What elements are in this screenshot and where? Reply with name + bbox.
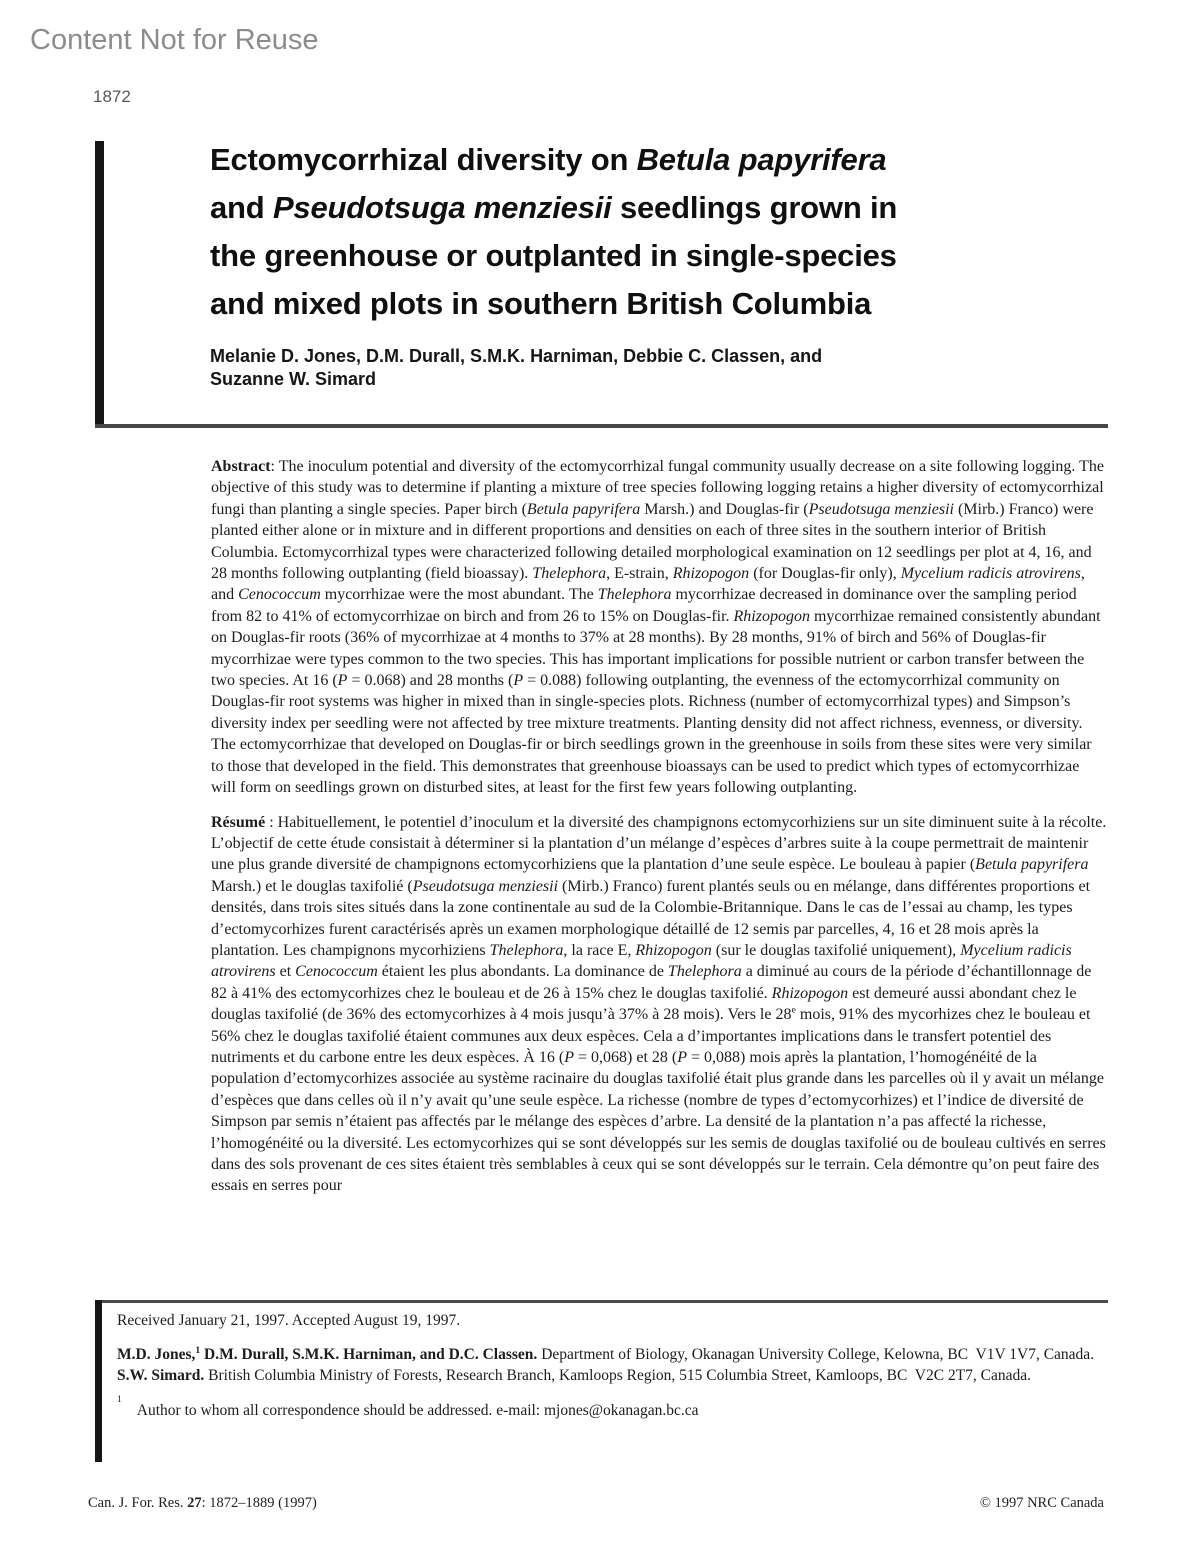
footer-accent-bar xyxy=(95,1300,102,1462)
affiliation-jones: M.D. Jones,$^1$ D.M. Durall, S.M.K. Harniman, and D.C. Classen. Department of Biology, Okanagan University College, Kelowna, BC V1V 1V7, Canada. xyxy=(117,1344,1095,1363)
page-number: 1872 xyxy=(93,87,131,106)
resume-paragraph: Résumé : Habituellement, le potentiel d’inoculum et la diversité des champignons ectomycorhiziens sur un site diminuent suite à la récolte. L’objectif de cette étude consistait à déterminer si la plantation d’un mélange d’espèces d’arbres suite à la coupe permettrait de maintenir une plus grande diversité de champignons ectomycorhiziens que la plantation d’une seule espèce. Le bouleau à papier (Betula papyrifera Marsh.) et le douglas taxifolié (Pseudotsuga menziesii (Mirb.) Franco) furent plantés seuls ou en mélange, dans différentes proportions et densités, dans trois sites situés dans la zone continentale au sud de la Colombie-Britannique. Dans le cas de l’essai au champ, les types d’ectomycorhizes furent caractérisés après un examen morphologique détaillé de 12 semis par parcelles, 4, 16 et 28 mois après la plantation. Les champignons mycorhiziens Thelephora, la race E, Rhizopogon (sur le douglas taxifolié uniquement), Mycelium radicis atrovirens et Cenococcum étaient les plus abondants. La dominance de Thelephora a diminué au cours de la période d’échantillonnage de 82 à 41% des ectomycorhizes chez le bouleau et de 26 à 15% chez le douglas taxifolié. Rhizopogon est demeuré aussi abondant chez le douglas taxifolié (de 36% des ectomycorhizes à 4 mois jusqu’à 37% à 28 mois). Vers le 28e mois, 91% des mycorhizes chez le bouleau et 56% chez le douglas taxifolié étaient communes aux deux espèces. Cela a d’importantes implications dans le transfert potentiel des nutriments et du carbone entre les deux espèces. À 16 (P = 0,068) et 28 (P = 0,088) mois après la plantation, l’homogénéité de la population d’ectomycorhizes associée au système racinaire du douglas taxifolié était plus grande dans les parcelles où il y avait un mélange d’espèces que dans celles où il n’y avait qu’une seule espèce. La richesse (nombre de types d’ectomycorhizes) et l’indice de diversité de Simpson par semis n’étaient pas affectés par le mélange des espèces d’arbre. La densité de la plantation n’a pas affecté la richesse, l’homogénéité ou la diversité. Les ectomycorhizes qui se sont développés sur les semis de douglas taxifolié ou de bouleau cultivés en serres dans des sols provenant de ces sites étaient très semblables à ceux qui se sont développés sur le terrain. Cela démontre qu’on peut faire des essais en serres pour xyxy=(211,813,1107,1195)
author-list: Melanie D. Jones, D.M. Durall, S.M.K. Harniman, Debbie C. Classen, and Suzanne W. Simard xyxy=(210,346,823,389)
abstract-paragraph: Abstract: The inoculum potential and diversity of the ectomycorrhizal fungal community usually decrease on a site following logging. The objective of this study was to determine if planting a mixture of tree species following logging retains a higher diversity of ectomycorrhizal fungi than planting a single species. Paper birch (Betula papyrifera Marsh.) and Douglas-fir (Pseudotsuga menziesii (Mirb.) Franco) were planted either alone or in mixture and in different proportions and densities on each of three sites in the southern interior of British Columbia. Ectomycorrhizal types were characterized following detailed morphological examination on 12 seedlings per plot at 4, 16, and 28 months following outplanting (field bioassay). Thelephora, E-strain, Rhizopogon (for Douglas-fir only), Mycelium radicis atrovirens, and Cenococcum mycorrhizae were the most abundant. The Thelephora mycorrhizae decreased in dominance over the sampling period from 82 to 41% of ectomycorrhizae on birch and from 26 to 15% on Douglas-fir. Rhizopogon mycorrhizae remained consistently abundant on Douglas-fir roots (36% of mycorrhizae at 4 months to 37% at 28 months). By 28 months, 91% of birch and 56% of Douglas-fir mycorrhizae were types common to the two species. This has important implications for possible nutrient or carbon transfer between the two species. At 16 (P = 0.068) and 28 months (P = 0.088) following outplanting, the evenness of the ectomycorrhizal community on Douglas-fir root systems was higher in mixed than in single-species plots. Richness (number of ectomycorrhizal types) and Simpson’s diversity index per seedling were not affected by tree mixture treatments. Planting density did not affect richness, evenness, or diversity. The ectomycorrhizae that developed on Douglas-fir or birch seedlings grown in the greenhouse in soils from these sites were very similar to those that developed in the field. This demonstrates that greenhouse bioassays can be used to predict which types of ectomycorrhizae will form on seedlings grown on disturbed sites, at least for the first few years following outplanting. xyxy=(211,458,1104,797)
abstract-section xyxy=(211,456,1108,1210)
title-divider-rule xyxy=(95,424,1108,428)
received-accepted-line: Received January 21, 1997. Accepted August 19, 1997. xyxy=(117,1312,461,1329)
journal-citation: Can. J. For. Res. 27: 1872–1889 (1997) xyxy=(88,1495,317,1511)
copyright-notice: © 1997 NRC Canada xyxy=(979,1495,1104,1511)
affiliation-simard: S.W. Simard. British Columbia Ministry of Forests, Research Branch, Kamloops Region, 515 Columbia Street, Kamloops, BC V2C 2T7, Canada. xyxy=(117,1367,1032,1384)
watermark-text: Content Not for Reuse xyxy=(30,24,319,56)
journal-footer xyxy=(88,1495,1104,1512)
article-title: Ectomycorrhizal diversity on Betula papyrifera and Pseudotsuga menziesii seedlings grown in the greenhouse or outplanted in single-species and mixed plots in southern British Columbia xyxy=(210,142,898,321)
title-accent-bar xyxy=(95,141,104,426)
correspondence-footnote: 1 Author to whom all correspondence should be addressed. e-mail: mjones@okanagan.bc.ca xyxy=(117,1394,699,1419)
footnote-block xyxy=(117,1310,1108,1421)
footer-divider-rule xyxy=(95,1300,1108,1303)
